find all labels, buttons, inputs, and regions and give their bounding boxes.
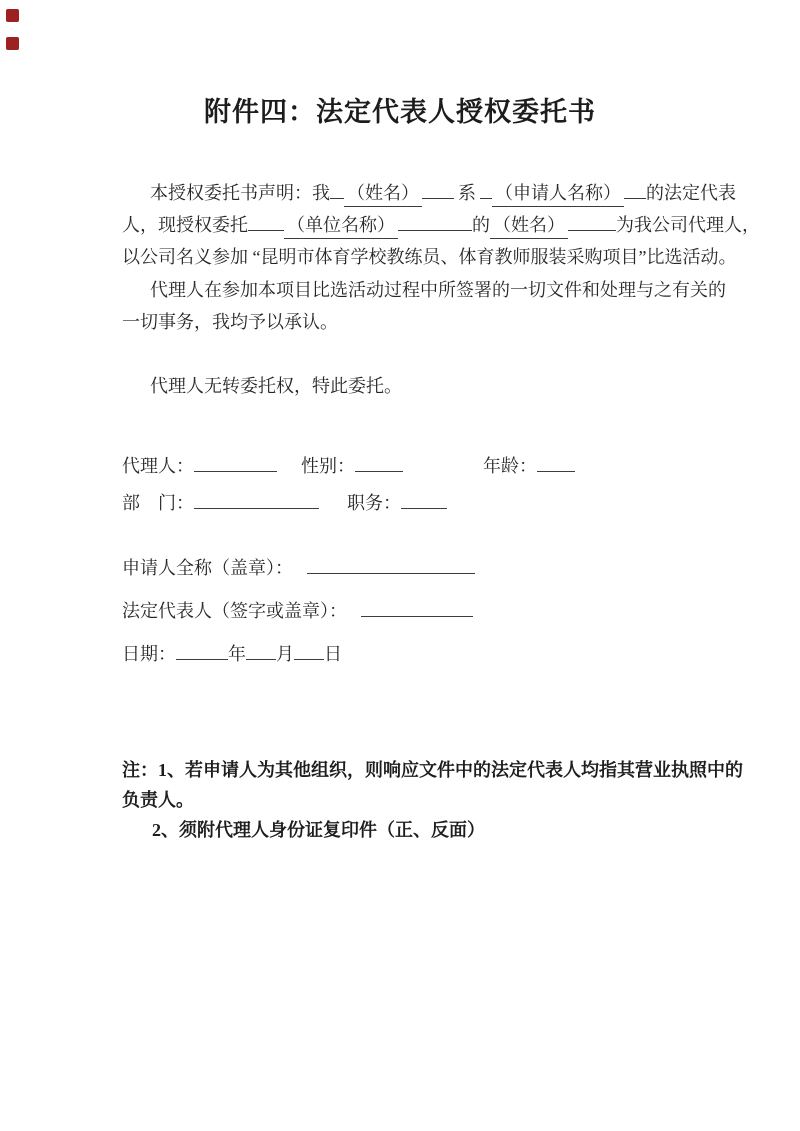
blank-underline [194,491,319,509]
text-run: 一切事务，我均予以承认。 [122,312,338,332]
para3-line [150,374,402,400]
text-run: 代理人无转委托权，特此委托。 [150,376,402,396]
blank-underline [361,599,473,617]
text-run: 人，现授权委托 [122,215,248,235]
blank-underline [398,213,472,231]
text-run: 法定代表人（签字或盖章）： [122,601,347,621]
fill-in-hint-text: （申请人名称） [492,181,624,207]
text-run: 职务： [347,493,401,513]
date-line [122,642,342,668]
text-run: 申请人全称（盖章）： [122,558,293,578]
text-run: 本授权委托书声明：我 [150,183,330,203]
blank-underline [307,556,475,574]
text-run: 日期： [122,644,176,664]
text-run: 月 [276,644,294,664]
note-line2 [122,788,194,814]
text-run: 代理人在参加本项目比选活动过程中所签署的一切文件和处理与之有关的 [150,280,726,300]
red-annotation-mark [6,9,19,22]
blank-underline [568,213,616,231]
applicant-seal-line [122,556,475,582]
blank-underline [330,181,344,199]
text-run: 2、须附代理人身份证复印件（正、反面） [152,820,485,840]
text-run: 的法定代表 [646,183,736,203]
text-run: 代理人： [122,456,194,476]
spacer [293,557,307,574]
blank-underline [294,642,324,660]
para1-line3 [122,245,736,271]
text-run: 注：1、若申请人为其他组织，则响应文件中的法定代表人均指其营业执照中的 [122,760,743,780]
legal-representative-sign-line [122,599,473,625]
spacer [403,455,483,472]
spacer [319,492,347,509]
text-run: 的 [472,215,490,235]
note-line1 [122,758,743,784]
spacer [347,600,361,617]
blank-underline [176,642,228,660]
para2-line2 [122,310,338,336]
spacer [277,455,301,472]
note-line3 [152,818,485,844]
blank-underline [624,181,646,199]
text-run: 日 [324,644,342,664]
text-run: 以公司名义参加 “昆明市体育学校教练员、体育教师服装采购项目”比选活动。 [122,247,737,267]
blank-underline [401,491,447,509]
blank-underline [480,181,492,199]
text-run: 系 [458,183,476,203]
blank-underline [194,454,277,472]
department-fields-row [122,491,447,517]
text-run: 部 门： [122,493,194,513]
document-title: 附件四：法定代表人授权委托书 [204,97,596,127]
blank-underline [248,213,284,231]
para2-line1 [150,278,726,304]
text-run: 年 [228,644,246,664]
red-annotation-mark [6,37,19,50]
blank-underline [355,454,403,472]
text-run: 为我公司代理人， [616,215,760,235]
text-run: 负责人。 [122,790,194,810]
para1-line2 [122,213,760,239]
blank-underline [537,454,575,472]
text-run: 年龄： [483,456,537,476]
agent-fields-row [122,454,575,480]
text-run: 性别： [301,456,355,476]
fill-in-hint-text: （姓名） [490,213,568,239]
blank-underline [246,642,276,660]
fill-in-hint-text: （单位名称） [284,213,398,239]
fill-in-hint-text: （姓名） [344,181,422,207]
blank-underline [422,181,454,199]
para1-line1 [150,181,736,207]
